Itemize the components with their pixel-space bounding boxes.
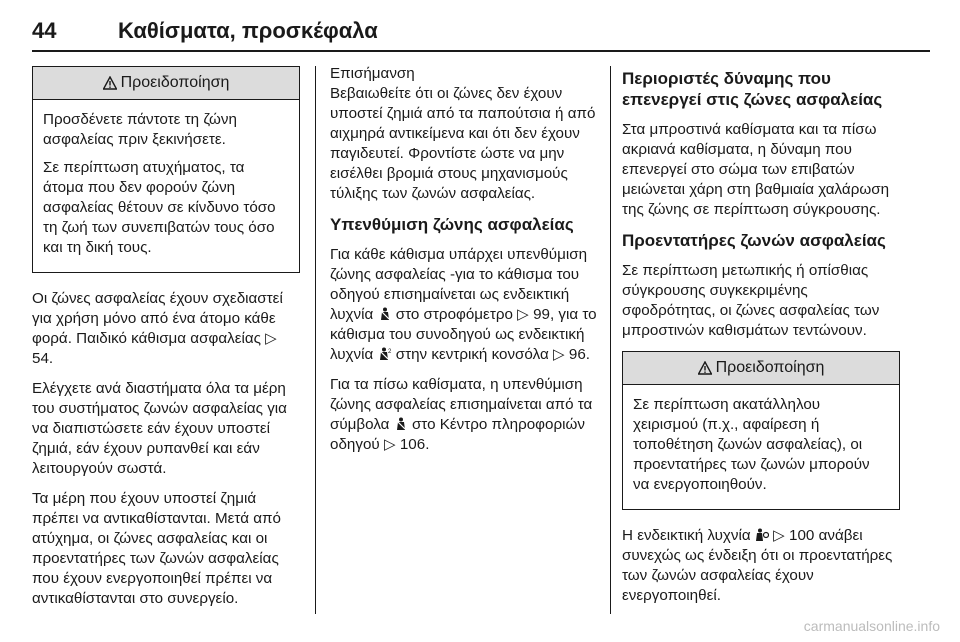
airbag-pretensioner-icon [755, 528, 769, 542]
paragraph-text: Οι ζώνες ασφαλείας έχουν σχεδιαστεί για χρήση μόνο από ένα άτομο κάθε φορά. Παιδικό κάθισμα ασφαλείας [32, 290, 283, 347]
column-1 [32, 66, 300, 619]
paragraph [32, 289, 300, 369]
paragraph [330, 245, 598, 365]
chapter-title: Καθίσματα, προσκέφαλα [118, 18, 378, 43]
column-2 [330, 64, 598, 465]
passenger-seatbelt-reminder-icon [378, 347, 392, 361]
warning-title: Προειδοποίηση [120, 74, 230, 91]
warning-header [623, 352, 899, 385]
page-ref[interactable]: 99, για το κάθισμα του συνοδηγού ως ενδεικτική λυχνία [330, 306, 597, 363]
page-ref[interactable]: 54. [32, 350, 54, 367]
column-divider [610, 66, 611, 614]
page-ref-arrow-icon: ▷ [773, 527, 785, 544]
watermark: carmanualsonline.info [803, 618, 940, 634]
warning-text: Προσδένετε πάντοτε τη ζώνη ασφαλείας πριν ξεκινήσετε. [43, 111, 237, 148]
paragraph-text: Για κάθε κάθισμα υπάρχει υπενθύμιση ζώνης ασφαλείας -για το κάθισμα του οδηγού επισημαίνεται ως ενδεικτική λυχνία [330, 246, 588, 323]
paragraph [330, 375, 598, 455]
paragraph-text: στην κεντρική κονσόλα [395, 346, 549, 363]
section-heading: Προεντατήρες ζωνών ασφαλείας [622, 231, 886, 250]
column-divider [315, 66, 316, 614]
page-ref-arrow-icon: ▷ [383, 436, 396, 453]
paragraph: Στα μπροστινά καθίσματα και τα πίσω ακριανά καθίσματα, η δύναμη που επενεργεί στο σώμα των επιβατών μειώνεται χάρη στη βαθμιαία χαλάρωση της ζώνης σε περίπτωση σύγκρουσης. [622, 121, 890, 218]
warning-box [622, 351, 900, 510]
paragraph-text: Για τα πίσω καθίσματα, η υπενθύμιση ζώνης ασφαλείας επισημαίνεται από τα σύμβολα [330, 376, 593, 433]
section-heading: Περιοριστές δύναμης που επενεργεί στις ζώνες ασφαλείας [622, 69, 883, 109]
page-ref[interactable]: 96. [568, 346, 591, 363]
note-body: Βεβαιωθείτε ότι οι ζώνες δεν έχουν υποστεί ζημιά από τα παπούτσια ή από αιχμηρά αντικείμενα και ότι δεν έχουν παγιδευτεί. Φροντίστε ώστε να μην εισέλθει βρομιά στους μηχανισμούς τύλιξης των ζωνών ασφαλείας. [330, 85, 596, 202]
paragraph-text: Η ενδεικτική λυχνία [622, 527, 751, 544]
section-heading: Υπενθύμιση ζώνης ασφαλείας [330, 215, 574, 234]
paragraph: Ελέγχετε ανά διαστήματα όλα τα μέρη του συστήματος ζωνών ασφαλείας για να διαπιστώσετε εάν έχουν υποστεί ζημιά, εάν έχουν ρυπανθεί και εάν λειτουργούν σωστά. [32, 380, 287, 477]
page-header [0, 0, 960, 52]
warning-text: Σε περίπτωση ατυχήματος, τα άτομα που δεν φορούν ζώνη ασφαλείας θέτουν σε κίνδυνο τόσο τη ζωή των συνεπιβατών τους όσο και τη δική τους. [43, 159, 276, 256]
column-3 [622, 68, 900, 616]
warning-title: Προειδοποίηση [715, 359, 825, 376]
page-ref-arrow-icon: ▷ [517, 306, 529, 323]
paragraph: Σε περίπτωση μετωπικής ή οπίσθιας σύγκρουσης συγκεκριμένης σφοδρότητας, οι ζώνες ασφαλείας των μπροστινών καθισμάτων τεντώνουν. [622, 262, 880, 339]
warning-box [32, 66, 300, 273]
paragraph [622, 526, 900, 606]
page-ref[interactable]: 106. [399, 436, 430, 453]
warning-body [623, 385, 899, 509]
paragraph-text: στο στροφόμετρο [395, 306, 513, 323]
svg-text:2: 2 [387, 349, 391, 355]
warning-triangle-icon [698, 361, 712, 375]
warning-header [33, 67, 299, 100]
paragraph-text: στο Κέντρο πληροφοριών οδηγού [330, 416, 585, 453]
page-number: 44 [32, 18, 57, 43]
page-ref-arrow-icon: ▷ [265, 330, 277, 347]
seatbelt-reminder-icon [394, 417, 408, 431]
warning-triangle-icon [103, 76, 117, 90]
header-rule [32, 50, 930, 52]
paragraph: Τα μέρη που έχουν υποστεί ζημιά πρέπει να αντικαθίστανται. Μετά από ατύχημα, οι ζώνες ασφαλείας και οι προεντατήρες των ζωνών ασφαλείας που έχουν ενεργοποιηθεί πρέπει να αντικαθίστανται στο συνεργείο. [32, 490, 281, 607]
warning-body [33, 100, 299, 272]
page-ref-arrow-icon: ▷ [552, 346, 565, 363]
seatbelt-reminder-icon [378, 307, 392, 321]
note-title: Επισήμανση [330, 65, 415, 82]
warning-text: Σε περίπτωση ακατάλληλου χειρισμού (π.χ., αφαίρεση ή τοποθέτηση ζωνών ασφαλείας), οι προεντατήρες των ζωνών μπορούν να ενεργοποιηθούν. [633, 396, 870, 493]
page-ref[interactable]: 100 ανάβει συνεχώς ως ένδειξη ότι οι προεντατήρες των ζωνών ασφαλείας έχουν ενεργοποιηθεί. [622, 527, 893, 604]
